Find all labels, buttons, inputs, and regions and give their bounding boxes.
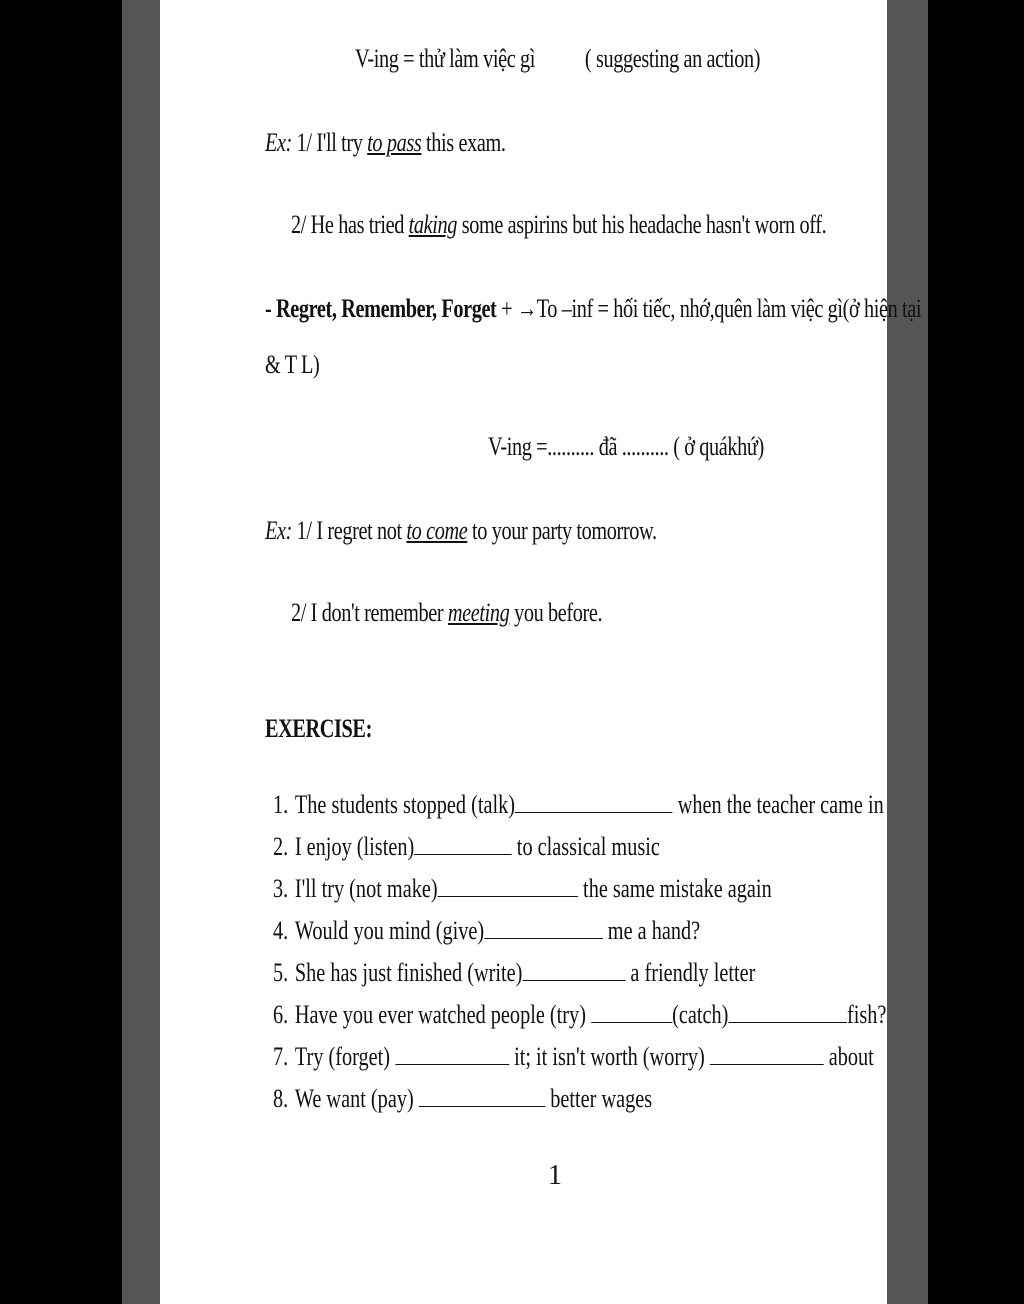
answer-blank[interactable] [515, 792, 673, 813]
exercise-item-3 [273, 874, 772, 904]
item-text: it; it isn't worth (worry) [514, 1042, 705, 1071]
right-border [886, 0, 928, 1304]
item-number: 2. [273, 832, 289, 861]
exercise-item-7 [273, 1042, 874, 1072]
rule-regret-text: + →To –inf = hối tiếc, nhớ,quên làm việc gì(ở hiện tại [501, 294, 922, 323]
answer-blank[interactable] [522, 960, 625, 981]
item-text: when the teacher came in [677, 790, 884, 819]
item-text: I enjoy (listen) [294, 832, 415, 861]
item-number: 3. [273, 874, 289, 903]
rule-try-ving [355, 44, 760, 74]
example-text: 2/ He has tried [291, 210, 404, 239]
answer-blank[interactable] [710, 1044, 824, 1065]
example-text: to your party tomorrow. [472, 516, 657, 545]
example-prefix: Ex: [265, 128, 292, 157]
item-text: better wages [550, 1084, 653, 1113]
item-number: 7. [273, 1042, 289, 1071]
rule-regret-ving: V-ing =.......... đã .......... ( ở quákhứ) [488, 432, 764, 461]
item-text: She has just finished (write) [294, 958, 523, 987]
item-text: fish? [846, 1000, 887, 1029]
example-try-1 [265, 128, 506, 158]
exercise-item-4 [273, 916, 700, 946]
rule-regret-cont: & T L) [265, 350, 320, 379]
item-text: me a hand? [607, 916, 701, 945]
example-text: this exam. [426, 128, 506, 157]
example-verb: to come [406, 516, 468, 545]
example-try-2 [291, 210, 826, 240]
item-text: the same mistake again [583, 874, 772, 903]
example-verb: to pass [367, 128, 422, 157]
answer-blank[interactable] [728, 1002, 847, 1023]
answer-blank[interactable] [419, 1086, 545, 1107]
example-verb: meeting [447, 598, 510, 627]
item-text: Would you mind (give) [294, 916, 485, 945]
item-text: I'll try (not make) [294, 874, 438, 903]
example-text: 2/ I don't remember [291, 598, 444, 627]
example-prefix: Ex: [265, 516, 292, 545]
exercise-item-1 [273, 790, 884, 820]
rule-try-ving-text: V-ing = thử làm việc gì [355, 44, 535, 73]
item-text: about [828, 1042, 874, 1071]
example-text: 1/ I'll try [296, 128, 363, 157]
example-regret-1 [265, 516, 657, 546]
item-text: a friendly letter [630, 958, 756, 987]
example-text: some aspirins but his headache hasn't worn off. [461, 210, 827, 239]
rule-regret [265, 294, 921, 324]
example-regret-2 [291, 598, 602, 628]
example-verb: taking [408, 210, 458, 239]
example-text: 1/ I regret not [296, 516, 402, 545]
item-text: Try (forget) [294, 1042, 391, 1071]
item-text: Have you ever watched people (try) [294, 1000, 586, 1029]
exercise-item-2 [273, 832, 660, 862]
page-number: 1 [548, 1160, 562, 1191]
item-text: (catch) [672, 1000, 729, 1029]
item-number: 4. [273, 916, 289, 945]
item-text: We want (pay) [294, 1084, 414, 1113]
answer-blank[interactable] [395, 1044, 509, 1065]
item-number: 1. [273, 790, 289, 819]
item-number: 6. [273, 1000, 289, 1029]
answer-blank[interactable] [414, 834, 512, 855]
item-number: 8. [273, 1084, 289, 1113]
rule-try-note: ( suggesting an action) [584, 44, 761, 73]
item-text: to classical music [516, 832, 660, 861]
exercise-item-5 [273, 958, 755, 988]
left-border [122, 0, 162, 1304]
answer-blank[interactable] [438, 876, 578, 897]
exercise-item-8 [273, 1084, 652, 1114]
exercise-item-6 [273, 1000, 886, 1030]
rule-regret-verbs: - Regret, Remember, Forget [265, 294, 497, 323]
item-text: The students stopped (talk) [294, 790, 516, 819]
item-number: 5. [273, 958, 289, 987]
example-text: you before. [514, 598, 603, 627]
exercise-heading: EXERCISE: [265, 714, 372, 743]
answer-blank[interactable] [591, 1002, 672, 1023]
answer-blank[interactable] [484, 918, 603, 939]
